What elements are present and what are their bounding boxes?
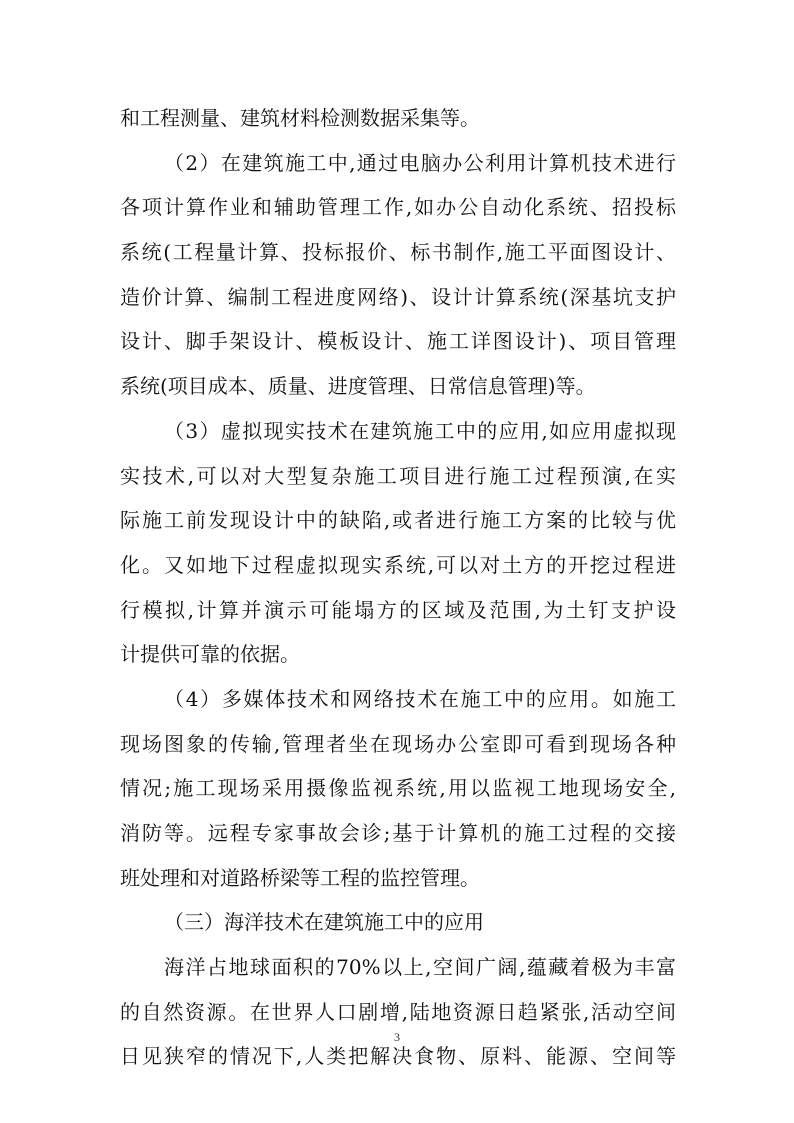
text-line: 的自然资源。在世界人口剧增,陆地资源日趋紧张,活动空间: [120, 999, 676, 1024]
text-line: 情况;施工现场采用摄像监视系统,用以监视工地现场安全,: [120, 776, 676, 801]
text-line: （三）海洋技术在建筑施工中的应用: [164, 910, 484, 935]
text-line: 化。又如地下过程虚拟现实系统,可以对土方的开挖过程进: [120, 552, 676, 577]
body-text: [120, 96, 676, 1079]
text-line: 行模拟,计算并演示可能塌方的区域及范围,为土钉支护设: [120, 597, 676, 622]
page-number: 3: [394, 1030, 400, 1044]
text-line: 各项计算作业和辅助管理工作,如办公自动化系统、招投标: [120, 195, 676, 220]
text-line: （4）多媒体技术和网络技术在施工中的应用。如施工: [164, 686, 676, 711]
text-line: 现场图象的传输,管理者坐在现场办公室即可看到现场各种: [120, 731, 676, 756]
text-line: 设计、脚手架设计、模板设计、施工详图设计)、项目管理: [120, 329, 676, 354]
text-line: 日见狭窄的情况下,人类把解决食物、原料、能源、空间等: [120, 1044, 676, 1069]
text-line: 系统(工程量计算、投标报价、标书制作,施工平面图设计、: [120, 240, 676, 265]
text-line: 系统(项目成本、质量、进度管理、日常信息管理)等。: [120, 374, 596, 399]
text-line: 班处理和对道路桥梁等工程的监控管理。: [120, 865, 480, 890]
text-line: 际施工前发现设计中的缺陷,或者进行施工方案的比较与优: [120, 508, 676, 533]
text-line: 和工程测量、建筑材料检测数据采集等。: [120, 106, 480, 130]
text-line: （2）在建筑施工中,通过电脑办公利用计算机技术进行: [164, 150, 676, 175]
text-line: 海洋占地球面积的70%以上,空间广阔,蕴藏着极为丰富: [164, 955, 676, 980]
text-line: （3）虚拟现实技术在建筑施工中的应用,如应用虚拟现: [164, 418, 676, 443]
text-line: 造价计算、编制工程进度网络)、设计计算系统(深基坑支护: [120, 284, 676, 309]
text-line: 消防等。远程专家事故会诊;基于计算机的施工过程的交接: [120, 821, 676, 845]
text-line: 实技术,可以对大型复杂施工项目进行施工过程预演,在实: [120, 463, 676, 488]
text-line: 计提供可靠的依据。: [120, 642, 300, 667]
